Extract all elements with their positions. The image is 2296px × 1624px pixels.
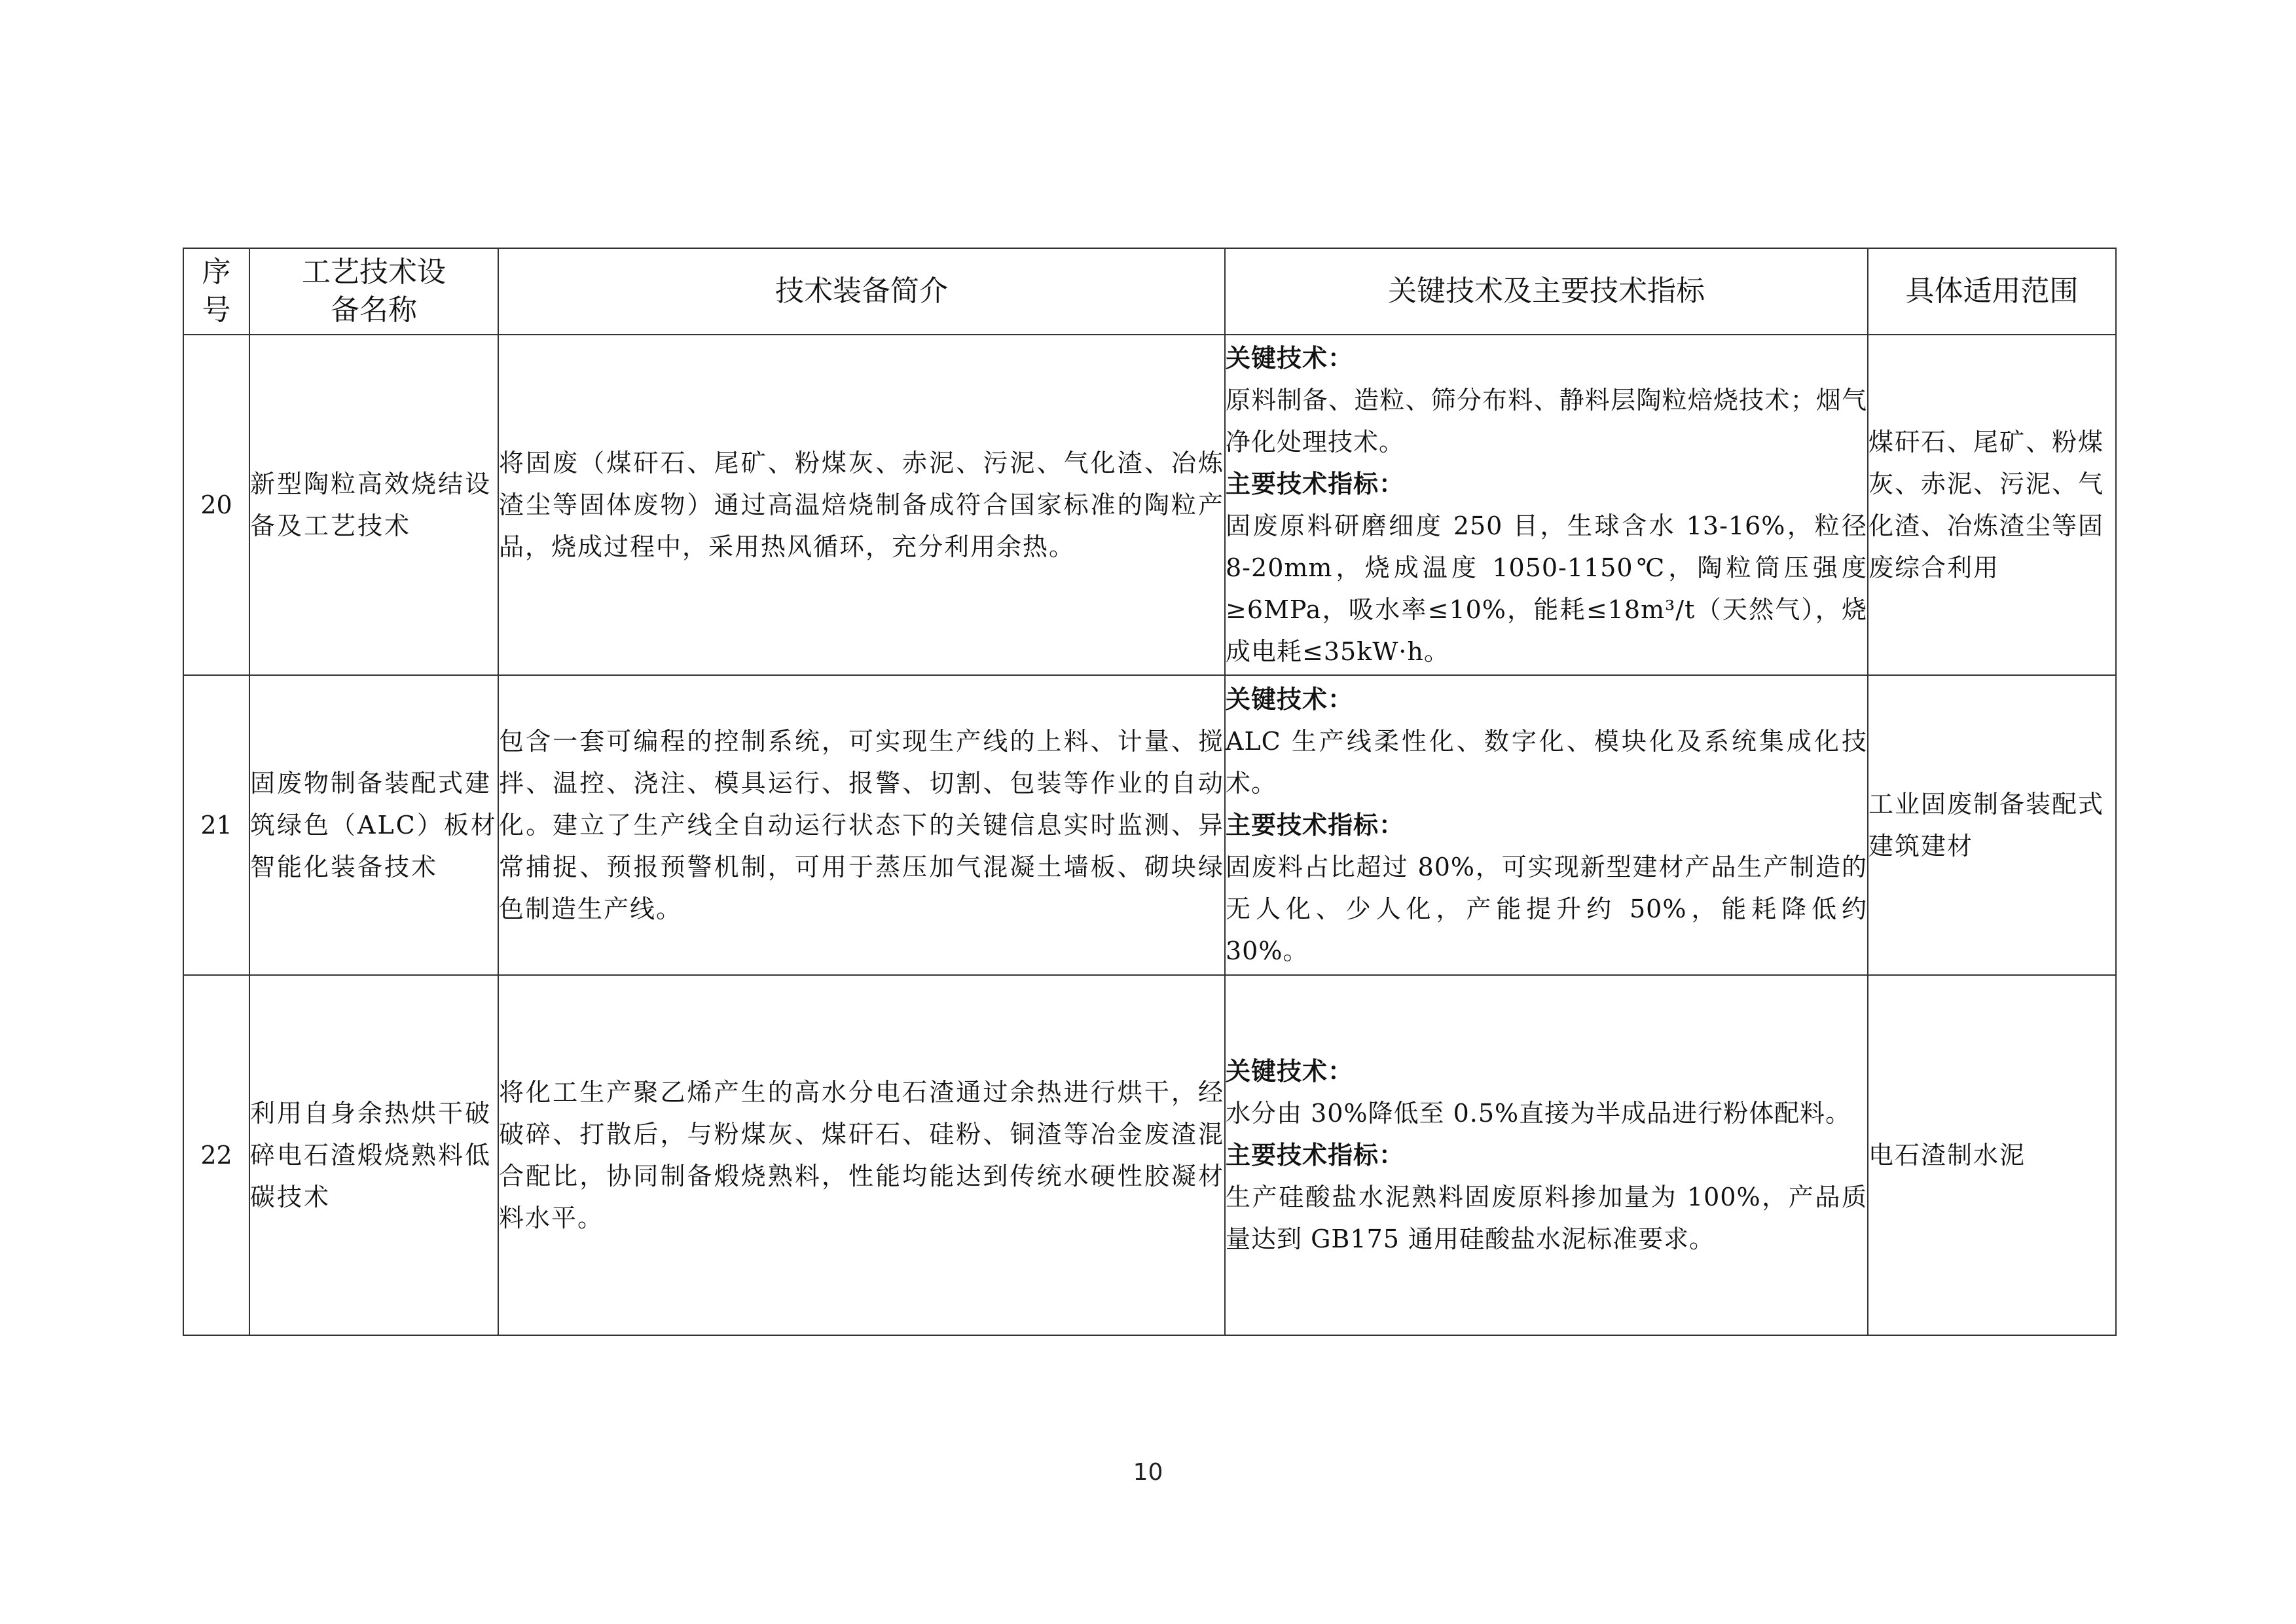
equipment-introduction: 将固废（煤矸石、尾矿、粉煤灰、赤泥、污泥、气化渣、冶炼渣尘等固体废物）通过高温焙烧制备成符合国家标准的陶粒产品，烧成过程中，采用热风循环，充分利用余热。 (498, 335, 1225, 675)
equipment-name: 利用自身余热烘干破碎电石渣煅烧熟料低碳技术 (249, 975, 498, 1335)
equipment-introduction: 包含一套可编程的控制系统，可实现生产线的上料、计量、搅拌、温控、浇注、模具运行、报警、切割、包装等作业的自动化。建立了生产线全自动运行状态下的关键信息实时监测、异常捕捉、预报预警机制，可用于蒸压加气混凝土墙板、砌块绿色制造生产线。 (498, 675, 1225, 975)
equipment-name: 固废物制备装配式建筑绿色（ALC）板材智能化装备技术 (249, 675, 498, 975)
equipment-name: 新型陶粒高效烧结设备及工艺技术 (249, 335, 498, 675)
header-introduction: 技术装备简介 (498, 248, 1225, 335)
key-technology-text: ALC 生产线柔性化、数字化、模块化及系统集成化技术。 (1226, 727, 1867, 798)
table-row (183, 975, 2116, 1335)
technical-index-text: 生产硅酸盐水泥熟料固废原料掺加量为 100%，产品质量达到 GB175 通用硅酸盐水泥标准要求。 (1226, 1183, 1867, 1253)
technical-index-text: 固废料占比超过 80%，可实现新型建材产品生产制造的无人化、少人化，产能提升约 50%，能耗降低约 30%。 (1226, 853, 1867, 965)
header-serial-number: 序号 (183, 248, 249, 335)
header-application-scope: 具体适用范围 (1868, 248, 2116, 335)
header-equipment-name: 工艺技术设备名称 (249, 248, 498, 335)
row-number: 21 (183, 675, 249, 975)
key-technology-text: 水分由 30%降低至 0.5%直接为半成品进行粉体配料。 (1226, 1099, 1851, 1128)
application-scope: 电石渣制水泥 (1868, 975, 2116, 1335)
key-technology-label: 关键技术： (1226, 344, 1354, 373)
key-technology-cell (1225, 675, 1868, 975)
row-number: 22 (183, 975, 249, 1335)
key-technology-text: 原料制备、造粒、筛分布料、静料层陶粒焙烧技术；烟气净化处理技术。 (1226, 386, 1867, 456)
application-scope: 煤矸石、尾矿、粉煤灰、赤泥、污泥、气化渣、冶炼渣尘等固废综合利用 (1868, 335, 2116, 675)
technical-index-label: 主要技术指标： (1226, 811, 1405, 840)
technical-index-label: 主要技术指标： (1226, 1141, 1405, 1170)
application-scope: 工业固废制备装配式建筑建材 (1868, 675, 2116, 975)
technical-index-text: 固废原料研磨细度 250 目，生球含水 13-16%，粒径 8-20mm，烧成温度 1050-1150℃，陶粒筒压强度≥6MPa，吸水率≤10%，能耗≤18m³/t（天然气），烧成电耗≤35kW·h。 (1226, 511, 1867, 666)
row-number: 20 (183, 335, 249, 675)
technical-index-label: 主要技术指标： (1226, 470, 1405, 498)
table-header-row (183, 248, 2116, 335)
table-row (183, 675, 2116, 975)
equipment-introduction: 将化工生产聚乙烯产生的高水分电石渣通过余热进行烘干，经破碎、打散后，与粉煤灰、煤矸石、硅粉、铜渣等冶金废渣混合配比，协同制备煅烧熟料，性能均能达到传统水硬性胶凝材料水平。 (498, 975, 1225, 1335)
key-technology-label: 关键技术： (1226, 1057, 1354, 1086)
page-number: 10 (1133, 1459, 1163, 1486)
key-technology-cell (1225, 975, 1868, 1335)
table-row (183, 335, 2116, 675)
header-key-technology: 关键技术及主要技术指标 (1225, 248, 1868, 335)
key-technology-cell (1225, 335, 1868, 675)
key-technology-label: 关键技术： (1226, 685, 1354, 714)
technology-table (183, 248, 2117, 1336)
